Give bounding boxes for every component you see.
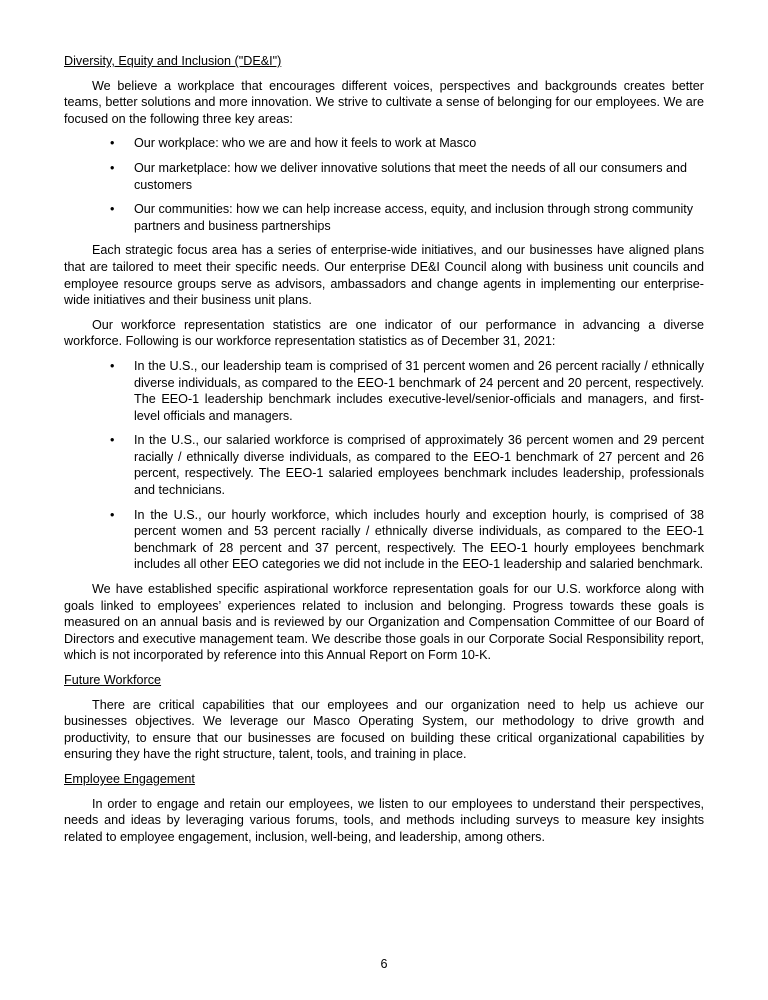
workforce-stats-list	[64, 358, 704, 573]
workforce-stats-paragraph: Our workforce representation statistics are one indicator of our performance in advancing a diverse workforce. Following is our workforce representation statistics as of December 31, 2021:	[64, 317, 704, 349]
section-heading-employee-engagement: Employee Engagement	[64, 771, 195, 786]
bullet-icon: •	[110, 136, 115, 151]
future-workforce-paragraph: There are critical capabilities that our employees and our organization need to help us achieve our businesses objectives. We leverage our Masco Operating System, our methodology to drive growth and productivity, to ensure that our businesses are focused on building these critical organizational capabilities by ensuring they have the right structure, talent, tools, and training in place.	[64, 697, 704, 762]
list-item	[64, 432, 704, 498]
key-area-text: Our marketplace: how we deliver innovative solutions that meet the needs of all our consumers and customers	[134, 160, 688, 192]
bullet-icon: •	[110, 160, 115, 175]
page-number: 6	[380, 957, 388, 971]
stat-text: In the U.S., our hourly workforce, which includes hourly and exception hourly, is comprised of 38 percent women and 53 percent racially / ethnically diverse individuals, as compared to the EEO-1 benchmark of 28 percent and 37 percent, respectively. The EEO-1 hourly employees benchmark includes all other EEO categories we did not include in the EEO-1 leadership and salaried benchmark.	[134, 507, 704, 572]
document-page	[64, 53, 704, 853]
key-area-text: Our workplace: who we are and how it feels to work at Masco	[134, 136, 477, 151]
stat-text: In the U.S., our salaried workforce is comprised of approximately 36 percent women and 29 percent racially / ethnically diverse individuals, as compared to the EEO-1 benchmark of 27 percent and 26 percent, respectively. The EEO-1 salaried employees benchmark includes leadership, professionals and technicians.	[134, 433, 704, 498]
dei-intro-paragraph: We believe a workplace that encourages different voices, perspectives and backgrounds creates better teams, better solutions and more innovation. We strive to cultivate a sense of belonging for our employees. We are focused on the following three key areas:	[64, 78, 704, 126]
employee-engagement-paragraph: In order to engage and retain our employees, we listen to our employees to understand their perspectives, needs and ideas by leveraging various forums, tools, and methods including surveys to measure key insights related to employee engagement, inclusion, well-being, and leadership, among others.	[64, 796, 704, 844]
section-heading-dei: Diversity, Equity and Inclusion ("DE&I")	[64, 54, 282, 68]
section-heading-future-workforce: Future Workforce	[64, 673, 162, 687]
list-item	[64, 201, 704, 234]
list-item	[64, 160, 704, 193]
list-item	[64, 358, 704, 424]
list-item	[64, 135, 704, 152]
list-item	[64, 507, 704, 573]
key-areas-list	[64, 135, 704, 234]
bullet-icon: •	[110, 358, 115, 373]
bullet-icon: •	[110, 202, 115, 217]
focus-areas-paragraph: Each strategic focus area has a series of enterprise-wide initiatives, and our businesses have aligned plans that are tailored to meet their specific needs. Our enterprise DE&I Council along with business unit councils and employee resource groups serve as advisors, ambassadors and change agents in implementing our enterprise-wide initiatives and their business unit plans.	[64, 243, 704, 308]
goals-paragraph: We have established specific aspirational workforce representation goals for our U.S. workforce along with goals linked to employees’ experiences related to inclusion and belonging. Progress towards these goals is measured on an annual basis and is reviewed by our Organization and Compensation Committee of our Board of Directors and executive management team. We describe those goals in our Corporate Social Responsibility report, which is not incorporated by reference into this Annual Report on Form 10-K.	[64, 582, 704, 663]
bullet-icon: •	[110, 433, 115, 448]
bullet-icon: •	[110, 507, 115, 522]
stat-text: In the U.S., our leadership team is comprised of 31 percent women and 26 percent racially / ethnically diverse individuals, as compared to the EEO-1 benchmark of 24 percent and 20 percent, respectively. The EEO-1 leadership benchmark includes executive-level/senior-officials and managers, and first-level officials and managers.	[134, 358, 704, 423]
key-area-text: Our communities: how we can help increase access, equity, and inclusion through strong community partners and business partnerships	[134, 202, 694, 233]
